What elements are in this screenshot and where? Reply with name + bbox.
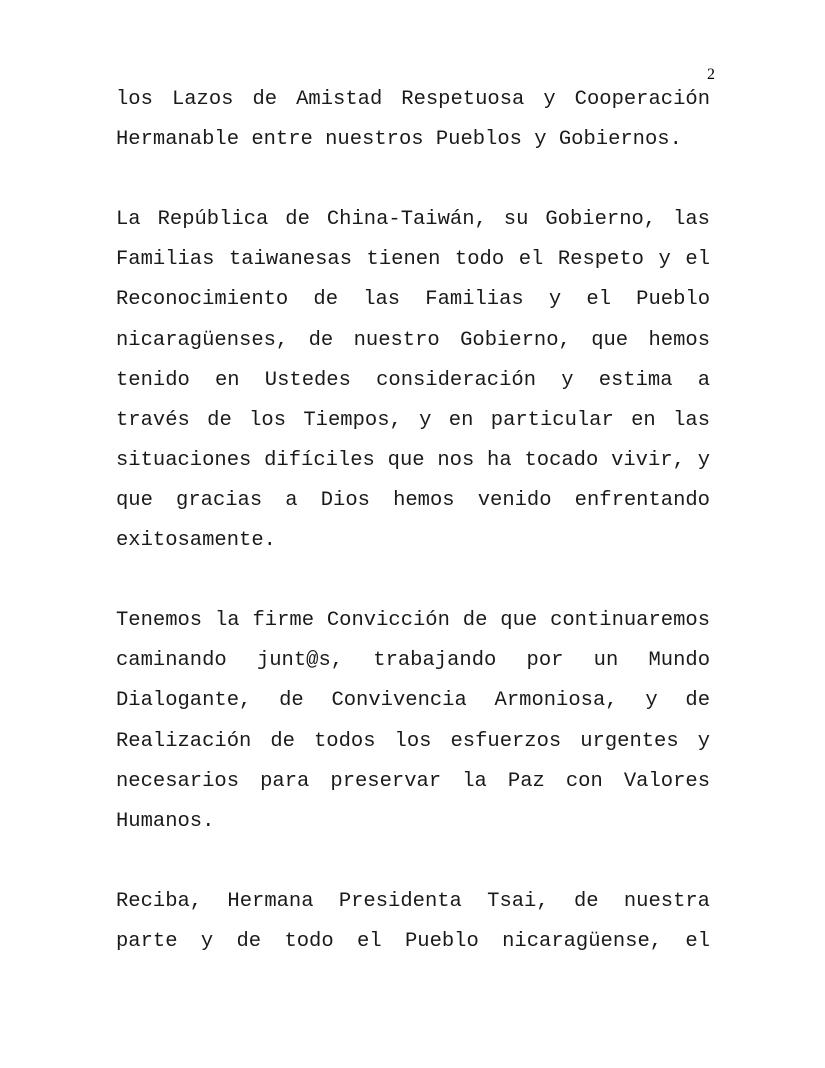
letter-body bbox=[116, 80, 710, 1002]
paragraph-4: Reciba, Hermana Presidenta Tsai, de nuestra parte y de todo el Pueblo nicaragüense, el bbox=[116, 889, 710, 953]
paragraph-2: La República de China-Taiwán, su Gobierno, las Familias taiwanesas tienen todo el Respeto y el Reconocimiento de las Familias y el Pueblo nicaragüenses, de nuestro Gobierno, que hemos tenido en Ustedes consideración y estima a través de los Tiempos, y en particular en las situaciones difíciles que nos ha tocado vivir, y que gracias a Dios hemos venido enfrentando exitosamente. bbox=[116, 208, 710, 553]
page-number: 2 bbox=[707, 66, 715, 83]
paragraph-1: los Lazos de Amistad Respetuosa y Cooperación Hermanable entre nuestros Pueblos y Gobiernos. bbox=[116, 88, 710, 152]
paragraph-3: Tenemos la firme Convicción de que continuaremos caminando junt@s, trabajando por un Mundo Dialogante, de Convivencia Armoniosa, y de Realización de todos los esfuerzos urgentes y necesarios para preservar la Paz con Valores Humanos. bbox=[116, 609, 710, 833]
